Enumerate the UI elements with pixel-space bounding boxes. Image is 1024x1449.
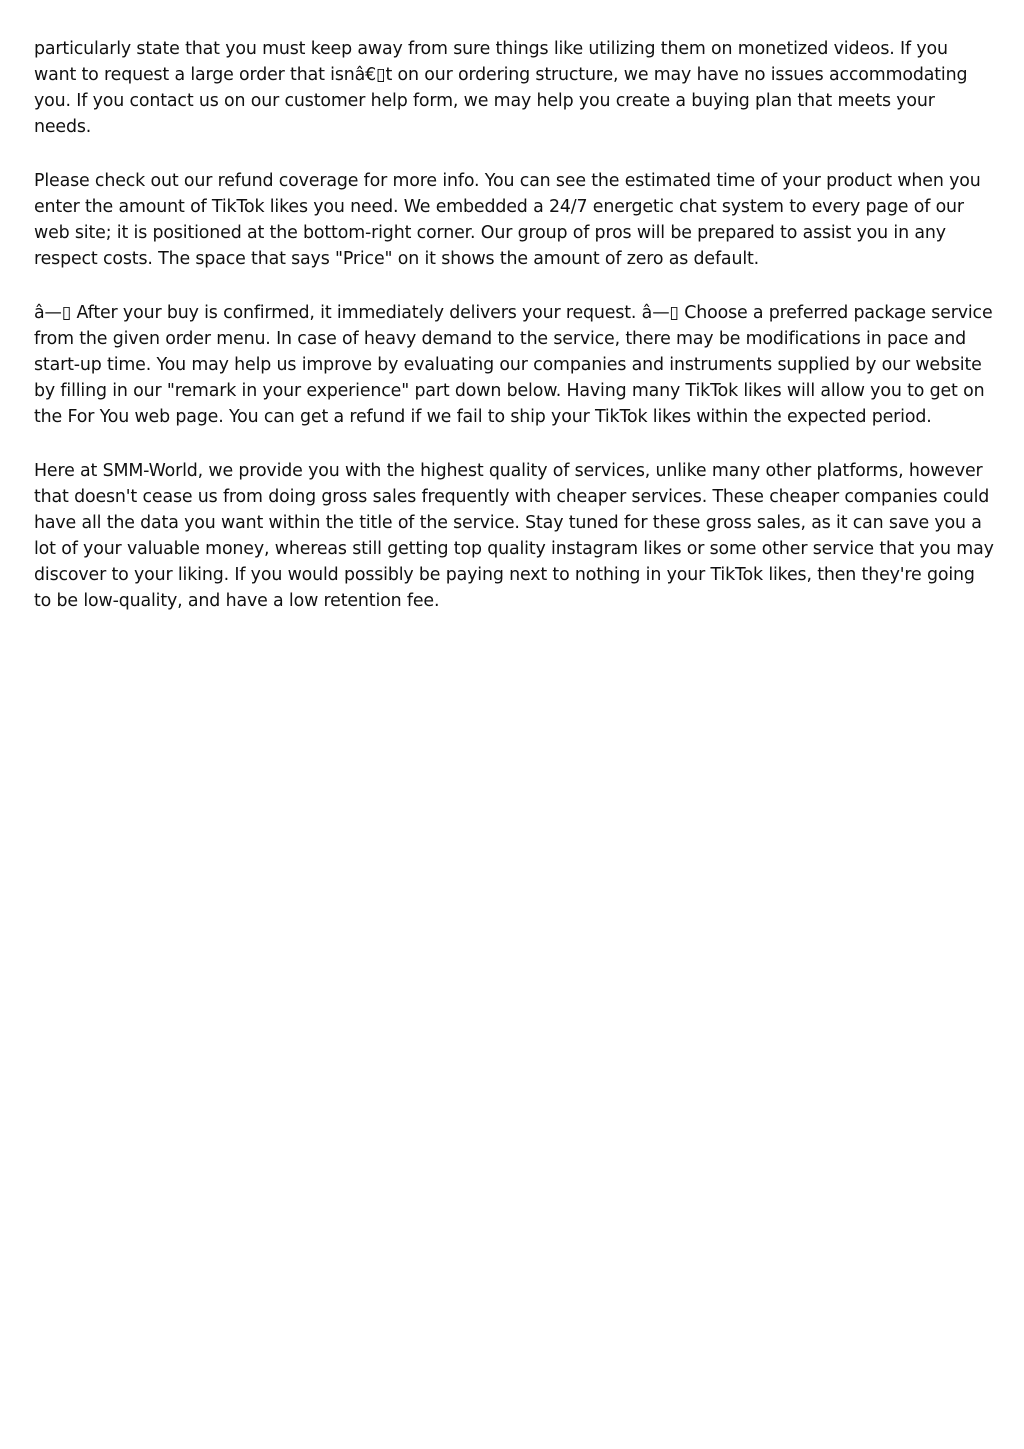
- paragraph-1: particularly state that you must keep away from sure things like utilizing them on monetized videos. If you want to request a large order that isnâ€▯t on our ordering structure, we may have no issues accommodating you. If you contact us on our customer help form, we may help you create a buying plan that meets your needs.: [34, 39, 968, 137]
- paragraph-2: Please check out our refund coverage for more info. You can see the estimated time of your product when you enter the amount of TikTok likes you need. We embedded a 24/7 energetic chat system to every page of our web site; it is positioned at the bottom-right corner. Our group of pros will be prepared to assist you in any respect costs. The space that says "Price" on it shows the amount of zero as default.: [34, 171, 981, 269]
- paragraph-3: â—▯ After your buy is confirmed, it immediately delivers your request. â—▯ Choose a preferred package service from the given order menu. In case of heavy demand to the service, there may be modifications in pace and start-up time. You may help us improve by evaluating our companies and instruments supplied by our website by filling in our "remark in your experience" part down below. Having many TikTok likes will allow you to get on the For You web page. You can get a refund if we fail to ship your TikTok likes within the expected period.: [34, 303, 993, 427]
- paragraph-4: Here at SMM-World, we provide you with the highest quality of services, unlike many other platforms, however that doesn't cease us from doing gross sales frequently with cheaper services. These cheaper companies could have all the data you want within the title of the service. Stay tuned for these gross sales, as it can save you a lot of your valuable money, whereas still getting top quality instagram likes or some other service that you may discover to your liking. If you would possibly be paying next to nothing in your TikTok likes, then they're going to be low-quality, and have a low retention fee.: [34, 461, 994, 611]
- document-body: [34, 37, 994, 643]
